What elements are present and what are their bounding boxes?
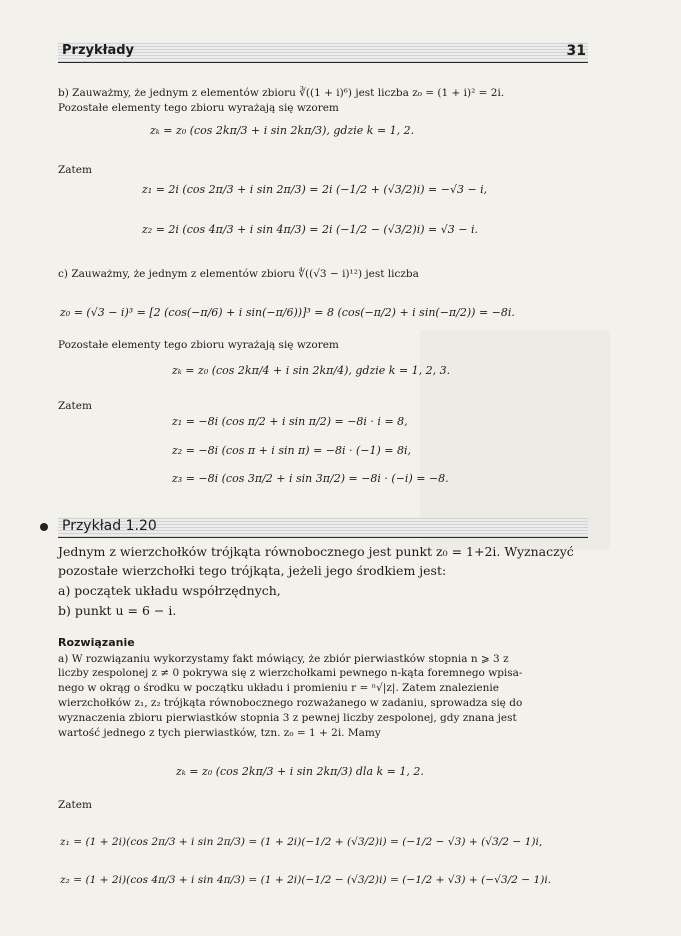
- solution-line: a) W rozwiązaniu wykorzystamy fakt mówiący, że zbiór pierwiastków stopnia n ⩾ 3 z: [58, 653, 509, 665]
- solution-line: wierzchołków z₁, z₂ trójkąta równobocznego rozważanego w zadaniu, sprowadza się do: [58, 697, 523, 709]
- solution-z2: z₂ = (1 + 2i)(cos 4π/3 + i sin 4π/3) = (1 + 2i)(−1/2 − (√3/2)i) = (−1/2 + √3) + (−√3/2 − 1)i.: [60, 874, 552, 886]
- part-b-z2: z₂ = 2i (cos 4π/3 + i sin 4π/3) = 2i (−1/2 − (√3/2)i) = √3 − i.: [142, 223, 478, 236]
- part-c-z2: z₂ = −8i (cos π + i sin π) = −8i · (−1) = 8i,: [172, 444, 412, 457]
- solution-zatem: Zatem: [58, 799, 92, 811]
- part-b-line2: Pozostałe elementy tego zbioru wyrażają się wzorem: [58, 102, 339, 114]
- example-line1: Jednym z wierzchołków trójkąta równobocznego jest punkt z₀ = 1+2i. Wyznaczyć: [58, 544, 574, 559]
- example-item-a: a) początek układu współrzędnych,: [58, 583, 281, 598]
- part-c-line2: Pozostałe elementy tego zbioru wyrażają się wzorem: [58, 339, 339, 351]
- solution-z1: z₁ = (1 + 2i)(cos 2π/3 + i sin 2π/3) = (1 + 2i)(−1/2 + (√3/2)i) = (−1/2 − √3) + (√3/2 − 1)i,: [60, 836, 543, 848]
- solution-line: wartość jednego z tych pierwiastków, tzn. z₀ = 1 + 2i. Mamy: [58, 727, 381, 739]
- example-item-b: b) punkt u = 6 − i.: [58, 603, 177, 618]
- solution-line: liczby zespolonej z ≠ 0 pokrywa się z wierzchołkami pewnego n-kąta foremnego wpisa-: [58, 667, 523, 679]
- part-c-formula: zₖ = z₀ (cos 2kπ/4 + i sin 2kπ/4), gdzie k = 1, 2, 3.: [172, 364, 451, 377]
- part-c-zatem: Zatem: [58, 400, 92, 412]
- page-header: [58, 42, 588, 63]
- example-title: Przykład 1.20: [62, 518, 157, 534]
- part-b-formula: zₖ = z₀ (cos 2kπ/3 + i sin 2kπ/3), gdzie k = 1, 2.: [150, 124, 415, 137]
- part-c-intro: c) Zauważmy, że jednym z elementów zbioru ∜((√3 − i)¹²) jest liczba: [58, 268, 419, 280]
- solution-line: nego w okrąg o środku w początku układu i promieniu r = ⁿ√|z|. Zatem znalezienie: [58, 682, 499, 694]
- solution-line: wyznaczenia zbioru pierwiastków stopnia 3 z pewnej liczby zespolonej, gdy znana jest: [58, 712, 517, 724]
- solution-heading: Rozwiązanie: [58, 636, 135, 649]
- part-c-z3: z₃ = −8i (cos 3π/2 + i sin 3π/2) = −8i · (−i) = −8.: [172, 472, 449, 485]
- part-c-z1: z₁ = −8i (cos π/2 + i sin π/2) = −8i · i = 8,: [172, 415, 408, 428]
- part-b-zatem: Zatem: [58, 164, 92, 176]
- part-b-z1: z₁ = 2i (cos 2π/3 + i sin 2π/3) = 2i (−1/2 + (√3/2)i) = −√3 − i,: [142, 183, 488, 196]
- section-bullet-icon: [40, 523, 48, 531]
- example-header: [58, 517, 588, 538]
- part-c-z0: z₀ = (√3 − i)³ = [2 (cos(−π/6) + i sin(−π/6))]³ = 8 (cos(−π/2) + i sin(−π/2)) = −8i.: [60, 306, 515, 319]
- solution-formula: zₖ = z₀ (cos 2kπ/3 + i sin 2kπ/3) dla k = 1, 2.: [176, 765, 424, 778]
- header-title: Przykłady: [62, 43, 135, 58]
- example-line2: pozostałe wierzchołki tego trójkąta, jeżeli jego środkiem jest:: [58, 563, 447, 578]
- page-number: 31: [566, 43, 586, 59]
- part-b-intro: b) Zauważmy, że jednym z elementów zbioru ∛((1 + i)⁶) jest liczba z₀ = (1 + i)² = 2i.: [58, 87, 505, 99]
